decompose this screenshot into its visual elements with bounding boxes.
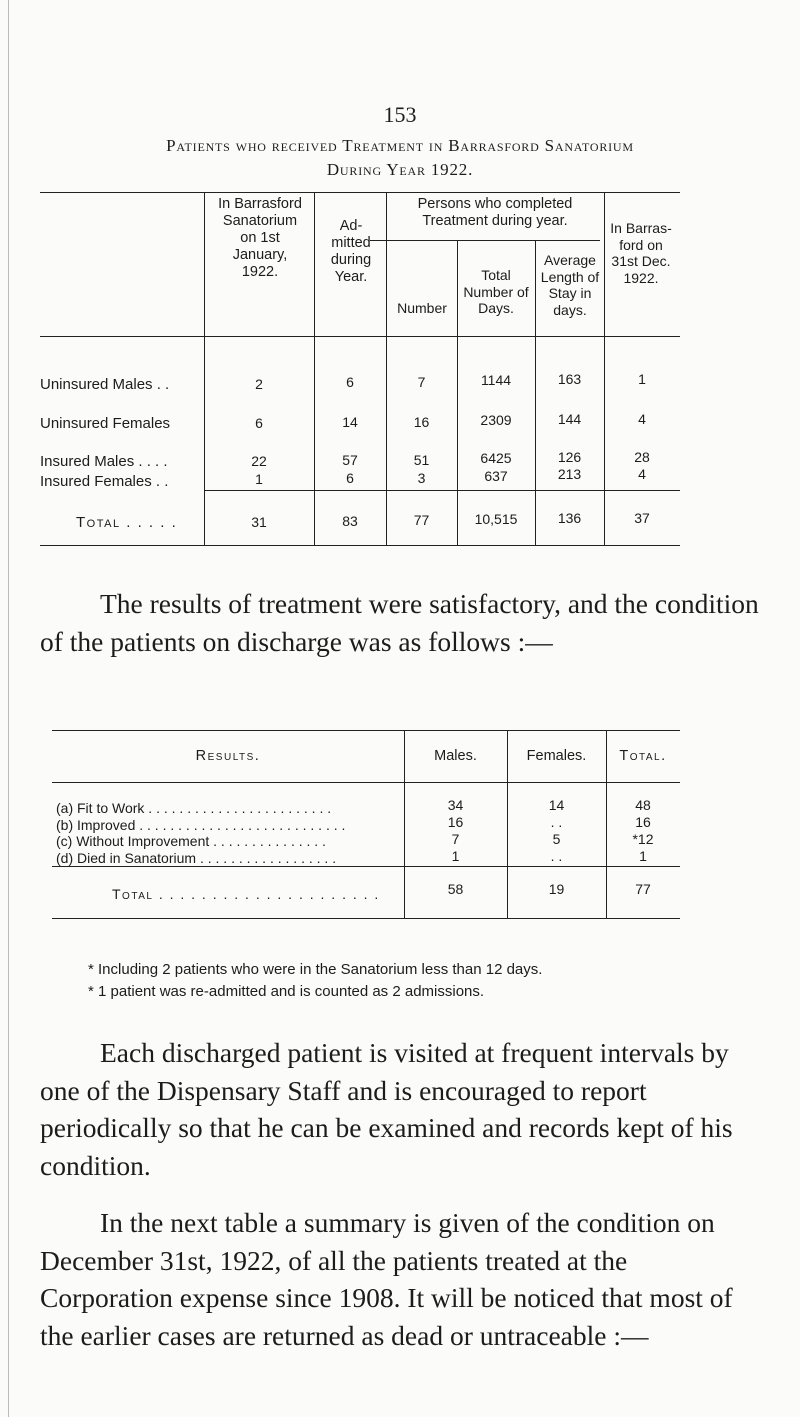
total-cell: 31 (251, 514, 267, 530)
table-cell: 1 (451, 848, 460, 864)
table-cell: 6425 (480, 450, 512, 466)
results-table (52, 730, 680, 902)
row-label: Uninsured Females (40, 415, 171, 432)
page-number: 153 (383, 102, 417, 127)
table-cell: 7 (451, 831, 460, 847)
result-label: (b) Improved . . . . . . . . . . . . . . . . . . . . . . . . . . . (56, 817, 346, 833)
result-label: (c) Without Improvement . . . . . . . . . . . . . . . (56, 833, 326, 849)
result-label: (d) Died in Sanatorium . . . . . . . . . . . . . . . . . . (56, 850, 337, 866)
table-cell: 6 (346, 470, 354, 486)
table-cell: 5 (552, 831, 561, 847)
header-number: Number (397, 300, 447, 316)
aftercare-paragraph: Each discharged patient is visited at frequent intervals by one of the Dispensary Staff and is encouraged to report periodically so that he can be examined and records kept of his condition. (40, 1037, 733, 1181)
results-total-label: Total . . . . . . . . . . . . . . . . . . . . . (112, 886, 380, 902)
total-cell: 83 (342, 513, 358, 529)
header-admitted: Ad- mitted during Year. (330, 218, 372, 286)
table-cell: 2309 (480, 412, 512, 428)
table-cell: . . (550, 814, 563, 830)
row-label: Insured Males . . . . (40, 453, 168, 470)
table-cell: 57 (342, 452, 358, 468)
table-cell: 16 (413, 414, 430, 430)
sanatorium-table (40, 192, 680, 546)
table-cell: 126 (557, 449, 582, 465)
header-results: Results. (195, 748, 261, 764)
total-cell: 136 (557, 510, 582, 526)
total-cell: 77 (635, 881, 651, 897)
total-cell: 19 (548, 881, 565, 897)
table-cell: 4 (638, 411, 646, 427)
table-cell: 14 (342, 414, 358, 430)
table-cell: 213 (557, 466, 582, 482)
header-average-stay: Average Length of Stay in days. (540, 252, 600, 318)
header-in-sanatorium: In Barrasford Sanatorium on 1st January, 1922. (218, 196, 302, 281)
table-subtitle: During Year 1922. (326, 160, 474, 179)
total-cell: 77 (413, 512, 430, 528)
table-cell: 3 (417, 470, 426, 486)
table-cell: 6 (255, 415, 263, 431)
header-total: Total. (619, 748, 667, 764)
table-cell: 16 (635, 814, 651, 830)
table-cell: 6 (346, 374, 354, 390)
table-cell: 637 (484, 468, 508, 484)
table-cell: 163 (557, 371, 582, 387)
table-cell: 1 (639, 848, 647, 864)
table-cell: . . (550, 848, 563, 864)
table-cell: 1 (255, 471, 263, 487)
table-cell: 2 (255, 376, 263, 392)
header-completed-treatment: Persons who completed Treatment during year. (417, 196, 573, 230)
table-cell: 1144 (480, 372, 512, 388)
table-cell: 16 (447, 814, 464, 830)
table-cell: 48 (635, 797, 651, 813)
table-title: Patients who received Treatment in Barrasford Sanatorium (166, 136, 634, 155)
table-cell: 28 (634, 449, 650, 465)
page-margin-line (8, 0, 9, 1417)
header-in-december: In Barras- ford on 31st Dec. 1922. (610, 220, 672, 286)
total-row-label: Total . . . . . (76, 514, 178, 531)
total-cell: 10,515 (474, 511, 518, 527)
table-cell: 51 (413, 452, 430, 468)
table-cell: *12 (632, 831, 654, 847)
summary-paragraph: In the next table a summary is given of the condition on December 31st, 1922, of all the patients treated at the Corporation expense since 1908. It will be noticed that most of the earlier cases are returned as dead or untraceable :— (40, 1207, 733, 1351)
header-females: Females. (526, 748, 587, 764)
total-cell: 58 (447, 881, 464, 897)
footnote: * Including 2 patients who were in the Sanatorium less than 12 days. (88, 961, 543, 978)
table-cell: 22 (251, 453, 267, 469)
table-cell: 144 (557, 411, 582, 427)
footnote: * 1 patient was re-admitted and is counted as 2 admissions. (88, 983, 485, 1000)
total-cell: 37 (634, 510, 650, 526)
table-cell: 4 (638, 466, 646, 482)
header-total-days: Total Number of Days. (463, 267, 529, 317)
row-label: Insured Females . . (40, 473, 169, 490)
result-label: (a) Fit to Work . . . . . . . . . . . . . . . . . . . . . . . . (56, 800, 332, 816)
table-cell: 34 (447, 797, 464, 813)
table-cell: 1 (638, 371, 646, 387)
results-paragraph: The results of treatment were satisfactory, and the condition of the patients on discharge was as follows :— (40, 588, 759, 657)
row-label: Uninsured Males . . (40, 376, 170, 393)
table-cell: 7 (417, 374, 426, 390)
header-males: Males. (434, 748, 477, 764)
table-cell: 14 (548, 797, 565, 813)
